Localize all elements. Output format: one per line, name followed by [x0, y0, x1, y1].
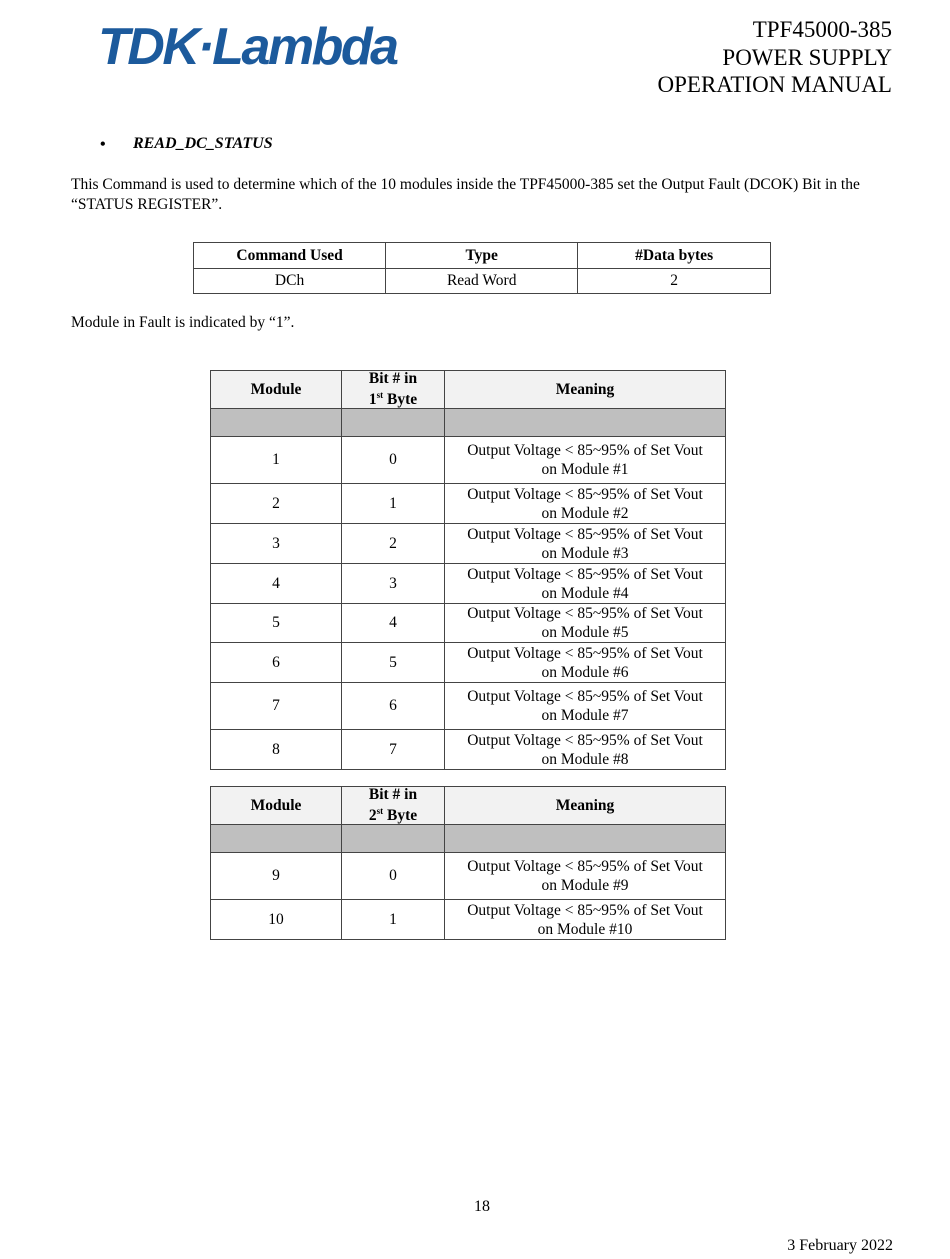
meaning-line2: on Module #10 — [537, 920, 633, 938]
header-bit-sup: st — [376, 806, 384, 816]
meaning-line1: Output Voltage < 85~95% of Set Vout — [467, 901, 703, 919]
table-row — [211, 900, 726, 940]
cell-module: 1 — [211, 437, 342, 484]
document-date: 3 February 2022 — [787, 1237, 893, 1254]
table-header-row — [211, 371, 726, 409]
cell-bit: 1 — [342, 484, 445, 524]
command-table-row — [194, 269, 771, 294]
cell-type: Read Word — [386, 269, 578, 294]
cell-meaning — [445, 730, 726, 770]
cell-module: 10 — [211, 900, 342, 940]
meaning-line2: on Module #6 — [541, 663, 629, 681]
header-bit-line1: Bit # in — [368, 786, 418, 803]
cell-meaning — [445, 484, 726, 524]
page-number: 18 — [474, 1198, 490, 1215]
cell-bit: 5 — [342, 643, 445, 683]
table-row — [211, 683, 726, 730]
cell-bit: 7 — [342, 730, 445, 770]
cell-module: 8 — [211, 730, 342, 770]
second-byte-table — [210, 786, 726, 940]
command-table — [193, 242, 771, 294]
meaning-line1: Output Voltage < 85~95% of Set Vout — [467, 565, 703, 583]
svg-text:TDK·Lambda: TDK·Lambda — [98, 18, 397, 76]
shaded-row — [211, 409, 726, 437]
cell-module: 5 — [211, 604, 342, 643]
header-bit-num: 1 — [368, 391, 377, 409]
meaning-line2: on Module #1 — [541, 461, 629, 479]
cell-meaning — [445, 853, 726, 900]
meaning-line2: on Module #3 — [541, 544, 629, 562]
intro-paragraph: This Command is used to determine which of the 10 modules inside the TPF45000-385 set the Output Fault (DCOK) Bit in the “STATUS REGISTER”. — [71, 176, 860, 213]
meaning-line1: Output Voltage < 85~95% of Set Vout — [467, 442, 703, 460]
header-meaning: Meaning — [445, 371, 726, 409]
meaning-line1: Output Voltage < 85~95% of Set Vout — [467, 688, 703, 706]
cell-meaning — [445, 564, 726, 604]
table-row — [211, 604, 726, 643]
header-bit — [342, 787, 445, 825]
header-bit — [342, 371, 445, 409]
cell-module: 9 — [211, 853, 342, 900]
header-bit-line1: Bit # in — [368, 370, 418, 387]
fault-note: Module in Fault is indicated by “1”. — [71, 314, 295, 331]
cell-meaning — [445, 524, 726, 564]
cell-meaning — [445, 604, 726, 643]
header-bit-num: 2 — [368, 807, 377, 825]
cell-bit: 0 — [342, 853, 445, 900]
shaded-row — [211, 825, 726, 853]
header-line-manual: OPERATION MANUAL — [657, 72, 892, 97]
cell-module: 2 — [211, 484, 342, 524]
cell-bit: 6 — [342, 683, 445, 730]
meaning-line1: Output Voltage < 85~95% of Set Vout — [467, 731, 703, 749]
header-module: Module — [211, 787, 342, 825]
meaning-line2: on Module #5 — [541, 624, 629, 642]
cell-bit: 0 — [342, 437, 445, 484]
header-data-bytes: #Data bytes — [578, 243, 771, 269]
cell-bit: 2 — [342, 524, 445, 564]
cell-bit: 1 — [342, 900, 445, 940]
meaning-line1: Output Voltage < 85~95% of Set Vout — [467, 644, 703, 662]
header-bit-rest: Byte — [383, 391, 418, 409]
bullet-icon: • — [100, 136, 106, 153]
table-row — [211, 853, 726, 900]
meaning-line2: on Module #9 — [541, 877, 629, 895]
first-byte-table — [210, 370, 726, 770]
meaning-line1: Output Voltage < 85~95% of Set Vout — [467, 525, 703, 543]
header-line-product: POWER SUPPLY — [722, 44, 892, 70]
table-header-row — [211, 787, 726, 825]
meaning-line2: on Module #7 — [541, 707, 629, 725]
header-type: Type — [386, 243, 578, 269]
cell-command: DCh — [194, 269, 386, 294]
cell-module: 7 — [211, 683, 342, 730]
cell-data-bytes: 2 — [578, 269, 771, 294]
meaning-line1: Output Voltage < 85~95% of Set Vout — [467, 485, 703, 503]
cell-bit: 3 — [342, 564, 445, 604]
header-line-model: TPF45000-385 — [752, 17, 892, 42]
document-header — [658, 16, 892, 99]
table-row — [211, 484, 726, 524]
table-row — [211, 643, 726, 683]
header-module: Module — [211, 371, 342, 409]
table-row — [211, 437, 726, 484]
header-bit-sup: st — [376, 390, 384, 400]
table-row — [211, 564, 726, 604]
cell-module: 4 — [211, 564, 342, 604]
table-row — [211, 730, 726, 770]
header-meaning: Meaning — [445, 787, 726, 825]
header-bit-rest: Byte — [383, 807, 418, 825]
cell-bit: 4 — [342, 604, 445, 643]
command-name: READ_DC_STATUS — [133, 135, 273, 152]
command-table-header — [194, 243, 771, 269]
cell-meaning — [445, 900, 726, 940]
cell-module: 3 — [211, 524, 342, 564]
meaning-line1: Output Voltage < 85~95% of Set Vout — [467, 605, 703, 623]
meaning-line1: Output Voltage < 85~95% of Set Vout — [467, 858, 703, 876]
header-command-used: Command Used — [194, 243, 386, 269]
cell-meaning — [445, 437, 726, 484]
tdk-lambda-logo — [98, 14, 398, 76]
cell-meaning — [445, 683, 726, 730]
cell-module: 6 — [211, 643, 342, 683]
meaning-line2: on Module #4 — [541, 584, 629, 602]
meaning-line2: on Module #8 — [541, 750, 629, 768]
cell-meaning — [445, 643, 726, 683]
table-row — [211, 524, 726, 564]
meaning-line2: on Module #2 — [541, 504, 629, 522]
